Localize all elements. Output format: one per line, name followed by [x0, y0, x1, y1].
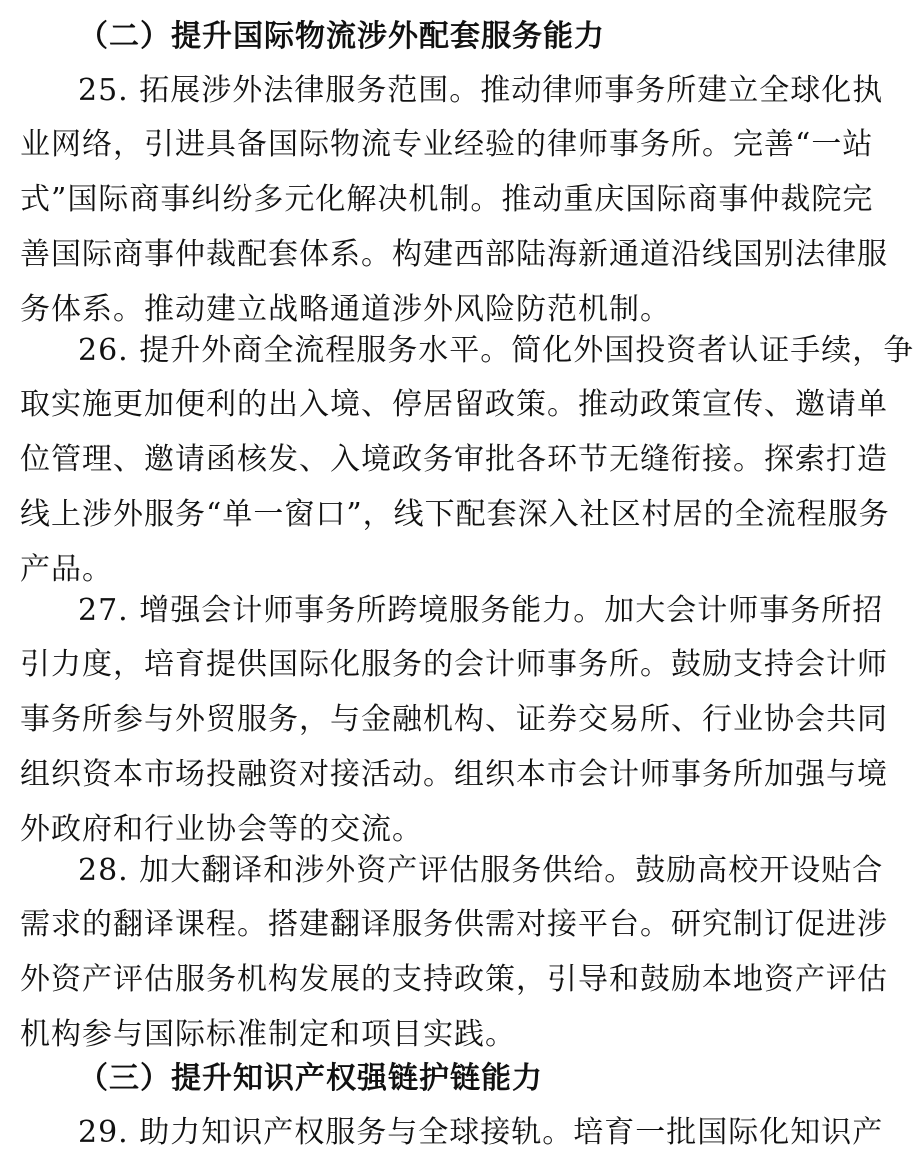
paragraph-27-line-1: 27. 增强会计师事务所跨境服务能力。加大会计师事务所招 [78, 593, 884, 628]
paragraph-26-line-5: 产品。 [20, 552, 113, 587]
paragraph-28-line-1: 28. 加大翻译和涉外资产评估服务供给。鼓励高校开设贴合 [78, 853, 884, 888]
paragraph-27-line-5: 外政府和行业协会等的交流。 [20, 812, 423, 847]
section-heading-3: （三）提升知识产权强链护链能力 [78, 1061, 543, 1096]
paragraph-25-line-1: 25. 拓展涉外法律服务范围。推动律师事务所建立全球化执 [78, 73, 884, 108]
paragraph-25-line-3: 式”国际商事纠纷多元化解决机制。推动重庆国际商事仲裁院完 [20, 182, 874, 217]
paragraph-26-line-2: 取实施更加便利的出入境、停居留政策。推动政策宣传、邀请单 [20, 387, 888, 422]
paragraph-27-line-4: 组织资本市场投融资对接活动。组织本市会计师事务所加强与境 [20, 757, 888, 792]
paragraph-27-line-2: 引力度，培育提供国际化服务的会计师事务所。鼓励支持会计师 [20, 647, 888, 682]
paragraph-26-line-3: 位管理、邀请函核发、入境政务审批各环节无缝衔接。探索打造 [20, 442, 888, 477]
paragraph-25-line-2: 业网络，引进具备国际物流专业经验的律师事务所。完善“一站 [20, 127, 874, 162]
paragraph-28-line-3: 外资产评估服务机构发展的支持政策，引导和鼓励本地资产评估 [20, 962, 888, 997]
paragraph-25-line-4: 善国际商事仲裁配套体系。构建西部陆海新通道沿线国别法律服 [20, 237, 888, 272]
paragraph-28-line-2: 需求的翻译课程。搭建翻译服务供需对接平台。研究制订促进涉 [20, 907, 888, 942]
paragraph-26-line-1: 26. 提升外商全流程服务水平。简化外国投资者认证手续，争 [78, 333, 914, 368]
paragraph-29-line-1: 29. 助力知识产权服务与全球接轨。培育一批国际化知识产 [78, 1115, 884, 1150]
paragraph-25-line-5: 务体系。推动建立战略通道涉外风险防范机制。 [20, 292, 671, 327]
paragraph-28-line-4: 机构参与国际标准制定和项目实践。 [20, 1017, 516, 1052]
section-heading-2: （二）提升国际物流涉外配套服务能力 [78, 19, 605, 54]
paragraph-26-line-4: 线上涉外服务“单一窗口”，线下配套深入社区村居的全流程服务 [20, 497, 890, 532]
paragraph-27-line-3: 事务所参与外贸服务，与金融机构、证券交易所、行业协会共同 [20, 702, 888, 737]
